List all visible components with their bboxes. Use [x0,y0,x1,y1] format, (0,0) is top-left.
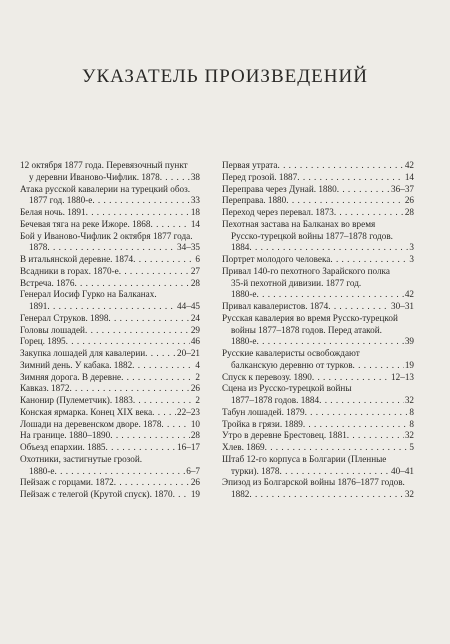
entry-title: балканскую деревню от турков [231,359,353,370]
page-number: 3 [409,242,414,253]
index-entry-line [222,160,414,172]
index-entry [222,184,414,196]
index-entry-line [222,289,414,301]
page-number: 10 [190,418,200,429]
entry-title: Белая ночь. 1891 [20,207,86,217]
page-number: 32 [404,489,414,499]
dot-leader [330,254,408,266]
index-entry-line [222,231,414,243]
index-entry [20,266,200,278]
index-entry-line [222,336,414,348]
entry-title: 1877 год. 1880-е [29,195,93,206]
index-entry-line [222,184,414,196]
page-number: 44–45 [177,301,200,311]
index-entry-line [222,466,414,478]
index-entry-line [222,489,414,501]
index-entry-line [20,348,200,360]
dot-leader [303,419,409,431]
entry-title: 1880-е [231,289,257,300]
index-entry [20,372,200,384]
index-entry [20,231,200,255]
entry-title: Русские кавалеристы освобождают [222,348,360,358]
index-entry [222,442,414,454]
entry-title: Табун лошадей. 1879 [222,406,305,417]
index-entry-line [20,360,200,372]
index-entry-line [20,207,200,219]
index-entry-line [222,207,414,219]
page-number: 2 [195,395,200,405]
dot-leader [86,207,190,219]
index-entry-line [20,454,200,466]
entry-title: Пейзаж с горцами. 1872 [20,477,114,488]
entry-title: 1880-е [231,336,257,347]
index-entry [20,489,200,501]
index-entry [20,383,200,395]
index-entry [222,219,414,254]
index-column-left [20,160,200,501]
index-entry [20,278,200,290]
dot-leader [257,289,404,301]
index-entry-line [20,419,200,431]
index-entry [20,430,200,442]
page-number: 32 [404,395,414,405]
entry-title: Горец. 1895 [20,336,66,347]
index-entry [20,219,200,231]
index-entry-line [222,348,414,360]
index-entry [20,454,200,478]
dot-leader [132,360,194,372]
dot-leader [110,430,190,442]
index-entry-line [20,313,200,325]
index-entry-line [222,266,414,278]
page-number: 14 [404,171,414,182]
index-entry-line [20,184,200,196]
dot-leader [152,407,176,419]
page-number: 46 [190,336,200,347]
page-number: 24 [190,312,200,323]
dot-leader [66,336,190,348]
page-number: 5 [409,442,414,452]
entry-title: Перед грозой. 1887 [222,171,298,182]
dot-leader [121,372,194,384]
page-number: 27 [190,265,200,276]
entry-title: Русско-турецкой войны 1877–1878 годов. [231,230,393,241]
entry-title: Закупка лошадей для кавалерии [20,348,146,358]
entry-title: Кавказ. 1872 [20,383,70,394]
page-number: 8 [409,406,414,417]
dot-leader [106,442,177,454]
index-entry-line [222,442,414,454]
index-entry-line [222,301,414,313]
page-number: 4 [195,359,200,370]
index-entry [20,160,200,184]
index-entry [222,477,414,501]
entry-title: 1877–1878 годов. 1884 [231,395,320,405]
entry-title: Головы лошадей [20,324,85,335]
index-entry-line [20,407,200,419]
entry-title: Русская кавалерия во время Русско-турецкой [222,312,398,323]
index-entry-line [20,278,200,290]
index-entry [20,336,200,348]
entry-title: Привал 140-го пехотного Зарайского полка [222,265,390,276]
index-entry-line [20,254,200,266]
index-entry [222,313,414,348]
index-entry-line [20,466,200,478]
page-number: 2 [195,371,200,382]
entry-title: В итальянской деревне. 1874 [20,254,134,264]
index-entry [20,419,200,431]
dot-leader [173,489,190,501]
entry-title: у деревни Иваново-Чифлик. 1878 [29,171,160,182]
entry-title: Зимняя дорога. В деревне [20,371,122,382]
index-entry [222,372,414,384]
page-number: 30–31 [391,301,414,311]
entry-title: Хлев. 1869 [222,442,265,452]
dot-leader [160,172,190,184]
page-number: 19 [404,359,414,370]
page-number: 26 [190,383,200,394]
index-entry-line [20,160,200,172]
entry-title: Переправа через Дунай. 1880 [222,183,337,194]
index-entry-line [222,477,414,489]
index-entry-line [20,430,200,442]
index-entry [222,301,414,313]
page-number: 26 [190,477,200,488]
index-entry-line [20,477,200,489]
entry-title: Переход через перевал. 1873 [222,207,334,217]
dot-leader [69,383,189,395]
entry-title: Эпизод из Болгарской войны 1876–1877 годов. [222,477,405,488]
page-number: 40–41 [391,465,414,476]
page-number: 28 [190,430,200,441]
page-number: 14 [190,218,200,229]
entry-title: Объезд епархии. 1885 [20,442,106,452]
page-number: 36–37 [391,183,414,194]
page-number: 3 [409,254,414,264]
entry-title: 1878 [29,242,48,253]
page-number: 16–17 [177,442,200,452]
entry-title: Конская ярмарка. Конец XIX века [20,406,153,417]
index-entry-line [20,395,200,407]
page-number: 12–13 [391,371,414,382]
page-number: 28 [404,207,414,217]
entry-title: Всадники в горах. 1870-е [20,265,119,276]
index-entry-line [20,195,200,207]
dot-leader [133,395,195,407]
entry-title: Бечевая тяга на реке Ижоре. 1868 [20,218,151,229]
index-entry-line [222,219,414,231]
index-entry [20,477,200,489]
dot-leader [305,407,409,419]
page-number: 8 [409,418,414,429]
index-entry [222,383,414,407]
index-entry-line [222,313,414,325]
entry-title: турки). 1878 [231,465,280,476]
index-entry [20,348,200,360]
index-entry-line [20,383,200,395]
dot-leader [47,242,176,254]
index-entry-line [222,430,414,442]
entry-title: Пейзаж с телегой (Крутой спуск). 1870 [20,489,173,499]
dot-leader [265,442,409,454]
index-entry [20,360,200,372]
index-entry [20,395,200,407]
index-entry-line [20,325,200,337]
page-number: 42 [404,160,414,170]
dot-leader [85,325,190,337]
page-number: 20–21 [177,348,200,358]
index-entry [20,289,200,313]
dot-leader [249,242,408,254]
index-entry-line [222,419,414,431]
entry-title: 1882 [231,489,250,499]
index-entry [222,254,414,266]
index-entry [222,348,414,372]
dot-leader [133,254,194,266]
entry-title: Привал кавалеристов. 1874 [222,301,329,311]
dot-leader [47,301,176,313]
index-entry-line [20,231,200,243]
dot-leader [337,184,390,196]
index-entry-line [20,266,200,278]
entry-title: Атака русской кавалерии на турецкий обоз. [20,183,191,194]
page-number: 22–23 [177,406,200,417]
index-entry-line [222,360,414,372]
entry-title: 12 октября 1877 года. Перевязочный пункт [20,160,188,170]
index-entry-line [20,336,200,348]
dot-leader [161,419,189,431]
index-entry [20,407,200,419]
page-number: 26 [404,195,414,206]
dot-leader [319,395,404,407]
entry-title: 1880-е [29,465,55,476]
page-number: 29 [190,324,200,335]
dot-leader [119,266,190,278]
index-entry-line [20,489,200,501]
entry-title: Встреча. 1876 [20,277,75,288]
entry-title: Портрет молодого человека [222,254,331,264]
page-number: 38 [190,171,200,182]
dot-leader [347,430,404,442]
page-number: 28 [190,277,200,288]
index-entry-line [20,219,200,231]
page-number: 34–35 [177,242,200,253]
index-entry-line [20,242,200,254]
page-title: УКАЗАТЕЛЬ ПРОИЗВЕДЕНИЙ [82,66,368,87]
index-entry [20,313,200,325]
entry-title: Сцена из Русско-турецкой войны [222,383,352,394]
index-entry-line [20,301,200,313]
entry-title: Спуск к перевозу. 1890 [222,371,312,382]
entry-title: Штаб 12-го корпуса в Болгарии (Пленные [222,453,387,464]
entry-title: Генерал Струков. 1898 [20,312,109,323]
index-entry [20,442,200,454]
index-entry-line [222,172,414,184]
index-entry-line [20,172,200,184]
entry-title: Лошади на деревенском дворе. 1878 [20,418,162,429]
dot-leader [277,160,403,172]
index-entry-line [20,442,200,454]
entry-title: Тройка в грязи. 1889 [222,418,303,429]
index-entry-line [222,254,414,266]
index-entry [222,419,414,431]
index-entry [20,254,200,266]
entry-title: войны 1877–1878 годов. Перед атакой. [231,324,382,335]
page-number: 32 [404,430,414,441]
index-entry [20,207,200,219]
dot-leader [108,313,189,325]
index-entry [222,172,414,184]
entry-title: 1891 [29,301,48,311]
index-entry [20,184,200,208]
entry-title: Канонир (Пулеметчик). 1883 [20,395,133,405]
index-entry-line [20,372,200,384]
page-number: 39 [404,336,414,347]
index-entry [222,454,414,478]
entry-title: Переправа. 1880 [222,195,287,206]
entry-title: Утро в деревне Брестовец. 1881 [222,430,347,441]
entry-title: На границе. 1880–1890 [20,430,111,441]
dot-leader [55,466,186,478]
page-number: 19 [190,489,200,499]
page-number: 18 [190,207,200,217]
page-number: 6 [195,254,200,264]
index-entry [222,195,414,207]
index-entry-line [20,289,200,301]
index-entry-line [222,325,414,337]
entry-title: Первая утрата [222,160,278,170]
dot-leader [353,360,404,372]
dot-leader [249,489,403,501]
index-entry-line [222,242,414,254]
index-entry [20,325,200,337]
index-entry-line [222,407,414,419]
index-entry-line [222,383,414,395]
dot-leader [286,195,404,207]
dot-leader [297,172,404,184]
index-entry-line [222,372,414,384]
index-entry-line [222,395,414,407]
dot-leader [145,348,176,360]
entry-title: 1884 [231,242,250,253]
dot-leader [74,278,189,290]
page-number: 6–7 [186,465,200,476]
entry-title: Пехотная застава на Балканах во время [222,218,376,229]
index-entry [222,430,414,442]
dot-leader [92,195,189,207]
index-entry-line [222,454,414,466]
index-entry [222,407,414,419]
dot-leader [312,372,390,384]
entry-title: Охотники, застигнутые грозой. [20,453,143,464]
index-entry [222,207,414,219]
dot-leader [114,477,190,489]
page-number: 33 [190,195,200,206]
entry-title: 35-й пехотной дивизии. 1877 год. [231,277,362,288]
entry-title: Бой у Иваново-Чифлик 2 октября 1877 года. [20,230,193,241]
dot-leader [150,219,189,231]
index-entry [222,160,414,172]
dot-leader [328,301,390,313]
entry-title: Зимний день. У кабака. 1882 [20,359,133,370]
dot-leader [257,336,404,348]
index-entry-line [222,195,414,207]
dot-leader [334,207,404,219]
index-entry [222,266,414,301]
entry-title: Генерал Иосиф Гурко на Балканах. [20,289,157,300]
dot-leader [280,466,391,478]
index-column-right [222,160,414,501]
page-number: 42 [404,289,414,300]
index-entry-line [222,278,414,290]
